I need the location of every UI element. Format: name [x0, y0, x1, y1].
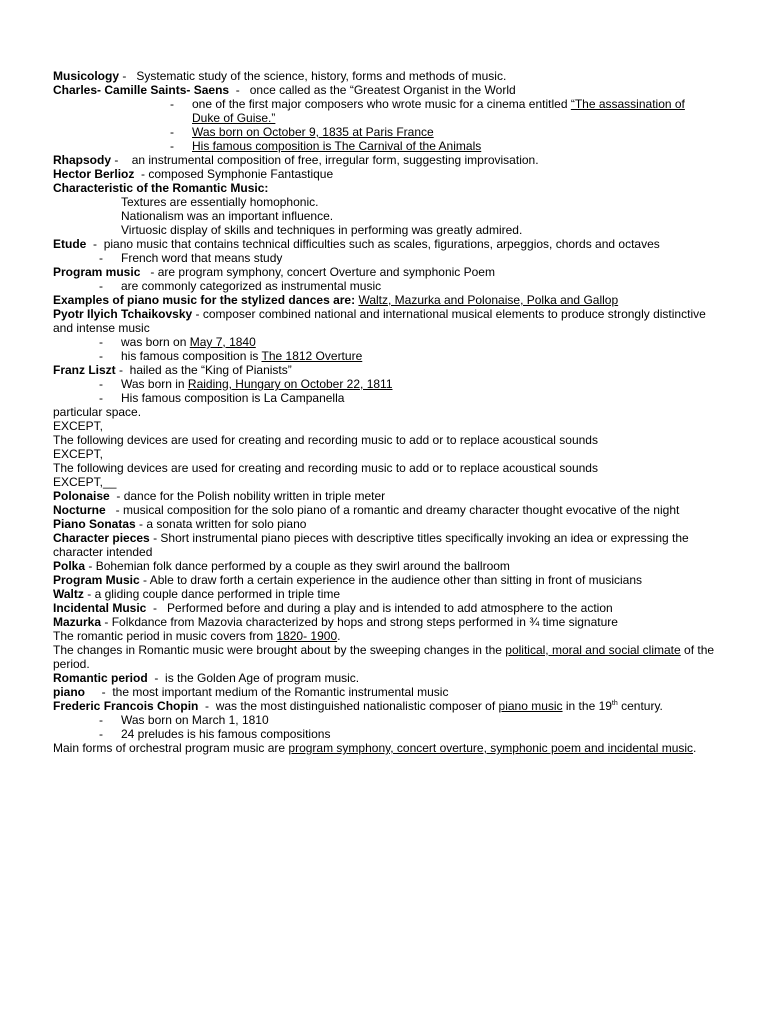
bullet-item: - Was born in Raiding, Hungary on October 22, 1811 — [99, 377, 393, 391]
entry-musicology: Musicology - Systematic study of the science, history, forms and methods of music. — [53, 69, 507, 83]
bullet-item: - Was born on March 1, 1810 — [99, 713, 269, 727]
term: Examples of piano music for the stylized dances are: — [53, 293, 356, 307]
bullet-item: - His famous composition is La Campanella — [99, 391, 345, 405]
romantic-period-span: The romantic period in music covers from 1820- 1900. — [53, 629, 341, 643]
bullet-dash: - — [99, 391, 103, 405]
entry-polka: Polka - Bohemian folk dance performed by a couple as they swirl around the ballroom — [53, 559, 510, 573]
term: Pyotr Ilyich Tchaikovsky — [53, 307, 193, 321]
term: Polonaise — [53, 489, 110, 503]
bullet-dash: - — [99, 727, 103, 741]
bullet-item: - his famous composition is The 1812 Overture — [99, 349, 363, 363]
entry-saint-saens: Charles- Camille Saints- Saens - once called as the “Greatest Organist in the World — [53, 83, 516, 97]
entry-tchaikovsky: Pyotr Ilyich Tchaikovsky - composer combined national and international musical elements to produce strongly distinctive and intense music — [53, 307, 706, 335]
term: Rhapsody — [53, 153, 112, 167]
entry-character-pieces: Character pieces - Short instrumental piano pieces with descriptive titles specifically invoking an idea or expressing the character intended — [53, 531, 689, 559]
underlined-text: May 7, 1840 — [189, 335, 256, 349]
entry-liszt: Franz Liszt - hailed as the “King of Pianists” — [53, 363, 292, 377]
term: Etude — [53, 237, 87, 251]
entry-waltz: Waltz - a gliding couple dance performed in triple time — [53, 587, 341, 601]
underlined-text: His famous composition is The Carnival of the Animals — [192, 139, 482, 153]
bullet-item: - 24 preludes is his famous compositions — [99, 727, 331, 741]
fragment-text: EXCEPT, — [53, 447, 104, 461]
entry-chopin: Frederic Francois Chopin - was the most distinguished nationalistic composer of piano music in the 19th century. — [53, 699, 663, 713]
term: Program Music — [53, 573, 140, 587]
bullet-item: - was born on May 7, 1840 — [99, 335, 256, 349]
term: Nocturne — [53, 503, 106, 517]
fragment-text: The following devices are used for creating and recording music to add or to replace acoustical sounds — [53, 461, 598, 475]
term: Piano Sonatas — [53, 517, 136, 531]
entry-romantic-period: Romantic period - is the Golden Age of program music. — [53, 671, 360, 685]
romantic-changes: The changes in Romantic music were brought about by the sweeping changes in the political, moral and social climate of the period. — [53, 643, 715, 671]
bullet-dash: - — [170, 139, 174, 153]
underlined-text: Duke of Guise.” — [192, 111, 276, 125]
term: Frederic Francois Chopin — [53, 699, 199, 713]
answer-blank: __ — [103, 475, 117, 489]
entry-incidental-music: Incidental Music - Performed before and during a play and is intended to add atmosphere to the action — [53, 601, 613, 615]
entry-etude: Etude - piano music that contains technical difficulties such as scales, figurations, arpeggios, chords and octaves — [53, 237, 660, 251]
bullet-dash: - — [99, 713, 103, 727]
characteristic-item: Virtuosic display of skills and techniques in performing was greatly admired. — [121, 223, 523, 237]
characteristic-item: Nationalism was an important influence. — [121, 209, 334, 223]
superscript: th — [611, 700, 618, 707]
underlined-text: The 1812 Overture — [261, 349, 363, 363]
entry-berlioz: Hector Berlioz - composed Symphonie Fantastique — [53, 167, 334, 181]
bullet-item — [53, 139, 721, 153]
entry-piano-dances — [53, 293, 721, 307]
fragment-text: The following devices are used for creating and recording music to add or to replace acoustical sounds — [53, 433, 598, 447]
term: Franz Liszt — [53, 363, 116, 377]
underlined-text: piano music — [498, 699, 563, 713]
notes-content — [53, 69, 721, 755]
bullet-dash: - — [170, 125, 174, 139]
fragment-text: particular space. — [53, 405, 142, 419]
term: Character pieces — [53, 531, 150, 545]
bullet-continuation — [53, 111, 721, 125]
fragment-text: EXCEPT, — [53, 419, 104, 433]
bullet-dash: - — [99, 335, 103, 349]
entry-mazurka: Mazurka - Folkdance from Mazovia characterized by hops and strong steps performed in ¾ time signature — [53, 615, 618, 629]
bullet-dash: - — [99, 377, 103, 391]
bullet-item — [53, 125, 721, 139]
term: Waltz — [53, 587, 84, 601]
bullet-dash: - — [170, 97, 174, 111]
term: Program music — [53, 265, 141, 279]
term: piano — [53, 685, 85, 699]
entry-polonaise: Polonaise - dance for the Polish nobility written in triple meter — [53, 489, 386, 503]
underlined-text: Waltz, Mazurka and Polonaise, Polka and Gallop — [358, 293, 619, 307]
term: Incidental Music — [53, 601, 147, 615]
bullet-item: - French word that means study — [99, 251, 283, 265]
orchestral-forms: Main forms of orchestral program music are program symphony, concert overture, symphonic poem and incidental music. — [53, 741, 697, 755]
underlined-text: political, moral and social climate — [505, 643, 681, 657]
underlined-text: 1820- 1900 — [276, 629, 338, 643]
entry-rhapsody: Rhapsody - an instrumental composition of free, irregular form, suggesting improvisation. — [53, 153, 539, 167]
term: Romantic period — [53, 671, 148, 685]
entry-nocturne: Nocturne - musical composition for the solo piano of a romantic and dreamy character thought evocative of the night — [53, 503, 680, 517]
bullet-dash: - — [99, 251, 103, 265]
underlined-text: “The assassination of — [570, 97, 685, 111]
term: Musicology — [53, 69, 120, 83]
entry-program-music-2: Program Music - Able to draw forth a certain experience in the audience other than sitting in front of musicians — [53, 573, 642, 587]
underlined-text: Was born on October 9, 1835 at Paris France — [192, 125, 434, 139]
term: Hector Berlioz — [53, 167, 135, 181]
characteristic-item: Textures are essentially homophonic. — [121, 195, 319, 209]
bullet-dash: - — [99, 279, 103, 293]
entry-program-music: Program music - are program symphony, concert Overture and symphonic Poem — [53, 265, 495, 279]
bullet-dash: - — [99, 349, 103, 363]
bullet-item: - one of the first major composers who wrote music for a cinema entitled “The assassination of — [170, 97, 685, 111]
bullet-item: - are commonly categorized as instrumental music — [99, 279, 382, 293]
entry-piano: piano - the most important medium of the Romantic instrumental music — [53, 685, 449, 699]
term: Charles- Camille Saints- Saens — [53, 83, 230, 97]
term: Polka — [53, 559, 86, 573]
underlined-text: Raiding, Hungary on October 22, 1811 — [187, 377, 393, 391]
fragment-text: EXCEPT,__ — [53, 475, 117, 489]
underlined-text: program symphony, concert overture, symphonic poem and incidental music — [288, 741, 694, 755]
term: Mazurka — [53, 615, 102, 629]
entry-piano-sonatas: Piano Sonatas - a sonata written for solo piano — [53, 517, 307, 531]
romantic-characteristics-heading: Characteristic of the Romantic Music: — [53, 181, 269, 195]
